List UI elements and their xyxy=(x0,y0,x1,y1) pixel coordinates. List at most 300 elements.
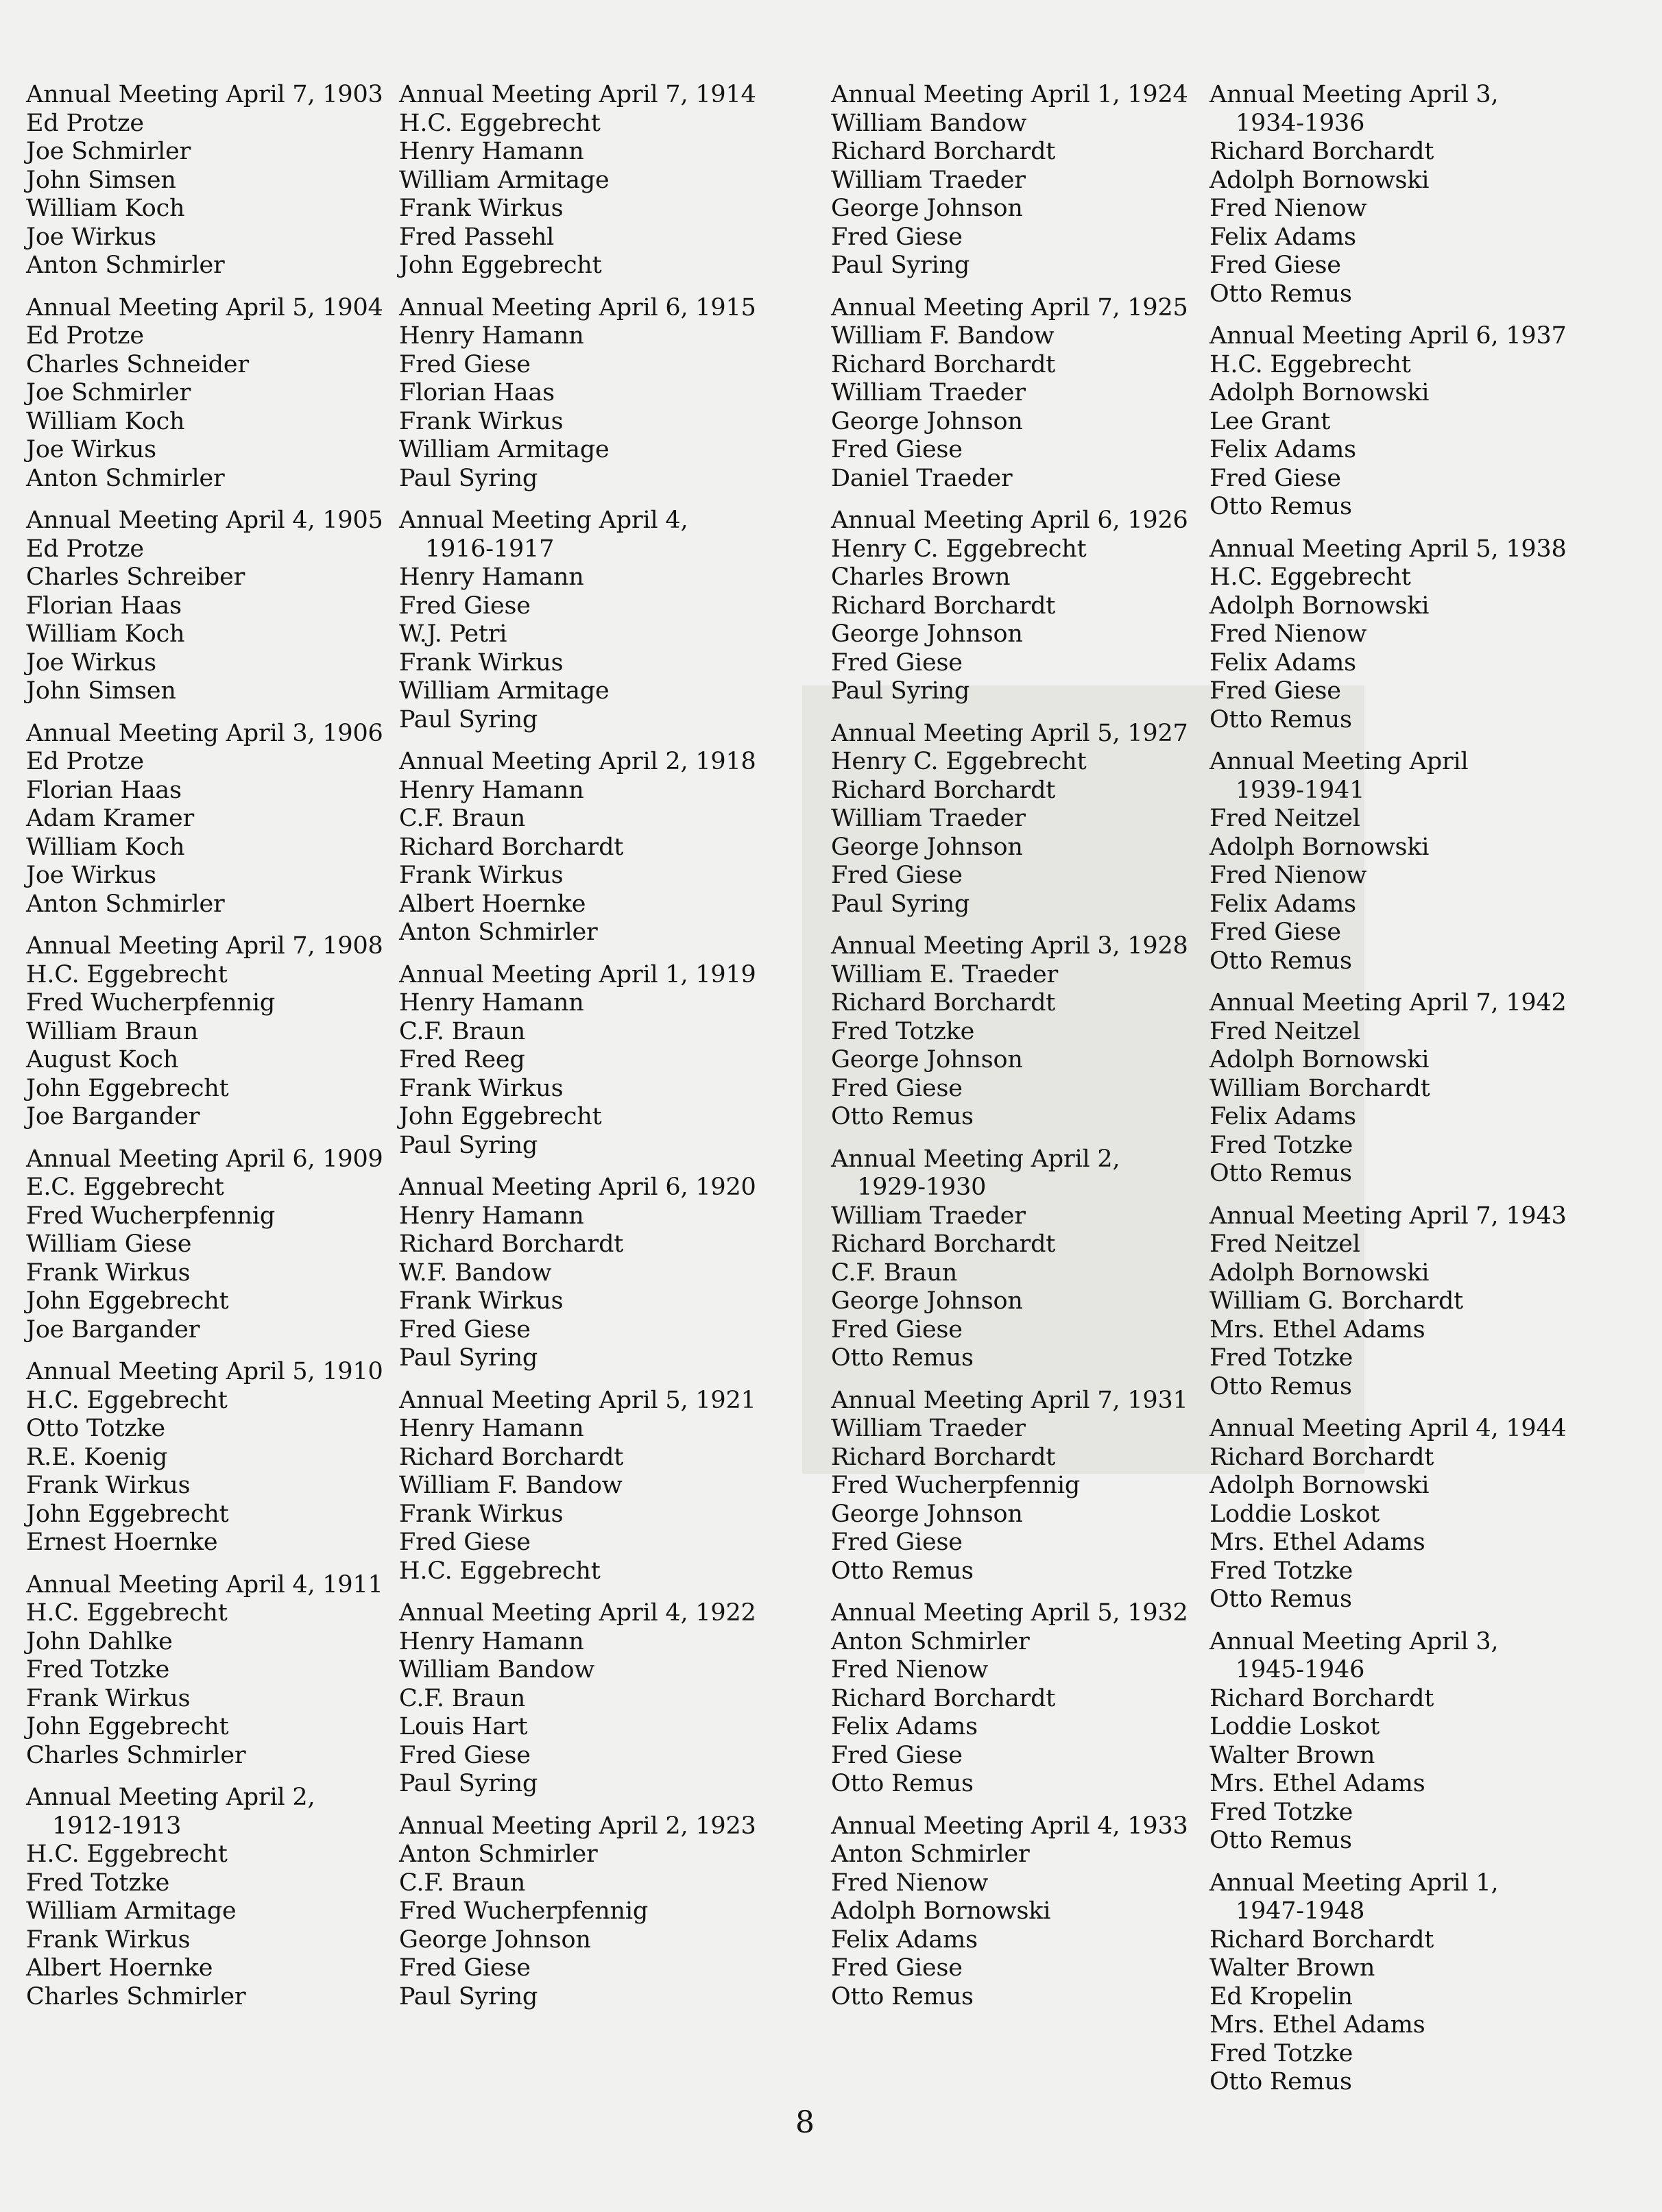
member-name: Fred Totzke xyxy=(831,1017,975,1045)
meeting-block xyxy=(1209,535,1593,735)
member-name: Ed Kropelin xyxy=(1209,1982,1353,2010)
member-name: Anton Schmirler xyxy=(26,252,225,279)
member-name: Henry Hamann xyxy=(399,1627,584,1655)
member-name: Fred Giese xyxy=(831,1954,963,1982)
member-name: Charles Schmirler xyxy=(26,1741,246,1769)
column-3 xyxy=(831,81,1194,2025)
member-name: Richard Borchardt xyxy=(831,138,1056,165)
meeting-block xyxy=(1209,81,1593,308)
meeting-block xyxy=(1209,1628,1593,1856)
meeting-title xyxy=(1209,322,1593,351)
member-name: Fred Nienow xyxy=(831,1656,989,1684)
meeting-title-text: Annual Meeting April 4, 1922 xyxy=(399,1599,756,1627)
member-name: Henry Hamann xyxy=(399,322,584,350)
member-name: William Koch xyxy=(26,833,185,861)
member-name: William F. Bandow xyxy=(399,1472,623,1499)
member-name: Fred Passehl xyxy=(399,223,555,251)
meeting-block xyxy=(399,507,783,734)
meeting-title-text: Annual Meeting April 7, 1903 xyxy=(26,81,383,108)
member-name: Otto Remus xyxy=(831,1103,974,1130)
meeting-title-text: Annual Meeting April 5, 1910 xyxy=(26,1358,383,1385)
meeting-title-text: Annual Meeting April 7, 1942 xyxy=(1209,989,1567,1017)
member-name: Fred Totzke xyxy=(26,1869,170,1897)
member-name: Adolph Bornowski xyxy=(1209,1046,1430,1073)
member-name: Henry Hamann xyxy=(399,138,584,165)
member-name: Fred Nienow xyxy=(1209,862,1367,889)
meeting-title-text: Annual Meeting April 2, 1923 xyxy=(399,1812,756,1840)
member-name: William Traeder xyxy=(831,1202,1026,1230)
meeting-title xyxy=(26,294,396,323)
member-name: Joe Bargander xyxy=(26,1315,200,1344)
member-name: William Armitage xyxy=(26,1897,237,1925)
member-name: William G. Borchardt xyxy=(1209,1287,1464,1315)
member-name: Frank Wirkus xyxy=(26,1925,191,1954)
member-name: Richard Borchardt xyxy=(831,1230,1056,1258)
member-name: Henry Hamann xyxy=(399,1415,584,1442)
member-name: Ed Protze xyxy=(26,322,144,350)
meeting-title-text: Annual Meeting April 4, 1911 xyxy=(26,1570,383,1599)
member-name: Paul Syring xyxy=(399,705,538,733)
column-2 xyxy=(399,81,783,2025)
meeting-block xyxy=(1209,748,1593,975)
member-name: Fred Giese xyxy=(831,862,963,889)
member-name: Frank Wirkus xyxy=(26,1684,191,1712)
member-name: Anton Schmirler xyxy=(831,1627,1030,1655)
member-name: Adolph Bornowski xyxy=(1209,592,1430,620)
meeting-block xyxy=(399,81,783,280)
member-name: Richard Borchardt xyxy=(1209,1443,1434,1471)
member-name: Fred Giese xyxy=(1209,919,1341,946)
meeting-title xyxy=(1209,1628,1593,1685)
meeting-block xyxy=(26,81,396,280)
member-name: Joe Wirkus xyxy=(26,223,156,251)
meeting-block xyxy=(26,1145,396,1345)
member-name: Mrs. Ethel Adams xyxy=(1209,2011,1425,2039)
meeting-title xyxy=(399,748,783,777)
member-name: Anton Schmirler xyxy=(831,1840,1030,1868)
meeting-block xyxy=(399,1387,783,1586)
meeting-title xyxy=(26,1571,396,1600)
member-name: John Eggebrecht xyxy=(26,1500,229,1528)
member-name: Fred Wucherpfennig xyxy=(831,1472,1081,1499)
member-name: Adam Kramer xyxy=(26,805,195,832)
meeting-block xyxy=(1209,989,1593,1189)
member-name: Richard Borchardt xyxy=(1209,1925,1434,1954)
member-name: Fred Totzke xyxy=(1209,2039,1353,2067)
member-name: John Dahlke xyxy=(26,1627,173,1655)
member-name: William Armitage xyxy=(399,436,610,463)
meeting-title xyxy=(26,1358,396,1387)
member-name: Otto Remus xyxy=(1209,280,1352,308)
member-name: Henry Hamann xyxy=(399,776,584,804)
meeting-block xyxy=(831,1599,1194,1799)
member-name: Frank Wirkus xyxy=(399,1074,564,1102)
member-name: Henry Hamann xyxy=(399,563,584,591)
member-name: George Johnson xyxy=(831,1500,1023,1528)
meeting-title xyxy=(26,932,396,961)
member-name: George Johnson xyxy=(831,1287,1023,1315)
meeting-block xyxy=(399,1812,783,2012)
member-name: Richard Borchardt xyxy=(831,592,1056,620)
member-name: Paul Syring xyxy=(831,252,970,279)
meeting-title xyxy=(399,961,783,990)
member-name: William Traeder xyxy=(831,166,1026,194)
member-name: Florian Haas xyxy=(399,379,555,406)
meeting-title xyxy=(831,720,1194,749)
member-name: William F. Bandow xyxy=(831,322,1055,350)
meeting-title xyxy=(26,81,396,110)
member-name: William Koch xyxy=(26,195,185,222)
member-name: Henry C. Eggebrecht xyxy=(831,748,1087,775)
meeting-block xyxy=(831,507,1194,706)
member-name: Charles Schneider xyxy=(26,350,249,378)
member-name: Richard Borchardt xyxy=(399,1443,624,1471)
member-name: R.E. Koenig xyxy=(26,1443,168,1471)
meeting-block xyxy=(1209,1202,1593,1402)
meeting-title xyxy=(1209,535,1593,564)
member-name: Otto Remus xyxy=(1209,705,1352,733)
meeting-block xyxy=(26,1358,396,1557)
member-name: Fred Nienow xyxy=(1209,195,1367,222)
member-name: Albert Hoernke xyxy=(26,1954,213,1982)
meeting-title-text: Annual Meeting April 6, 1926 xyxy=(831,507,1188,534)
meeting-title xyxy=(1209,989,1593,1018)
member-name: Joe Schmirler xyxy=(26,379,191,406)
member-name: William Borchardt xyxy=(1209,1074,1430,1102)
meeting-block xyxy=(831,1387,1194,1586)
member-name: Fred Giese xyxy=(399,1529,531,1556)
member-name: Adolph Bornowski xyxy=(831,1897,1051,1925)
member-name: Fred Giese xyxy=(399,592,531,620)
member-name: Louis Hart xyxy=(399,1713,528,1740)
member-name: Fred Giese xyxy=(831,1074,963,1102)
member-name: Fred Giese xyxy=(831,1741,963,1769)
meeting-title-text: Annual Meeting April 7, 1908 xyxy=(26,932,383,960)
member-name: Ed Protze xyxy=(26,748,144,775)
member-name: Frank Wirkus xyxy=(26,1259,191,1287)
member-name: Daniel Traeder xyxy=(831,464,1013,492)
member-name: Paul Syring xyxy=(831,677,970,705)
member-name: Otto Remus xyxy=(831,1557,974,1585)
member-name: Frank Wirkus xyxy=(26,1472,191,1499)
member-name: Otto Totzke xyxy=(26,1415,165,1442)
meeting-block xyxy=(26,1571,396,1771)
member-name: Henry C. Eggebrecht xyxy=(831,535,1087,563)
member-name: Fred Giese xyxy=(831,648,963,677)
member-name: William Koch xyxy=(26,407,185,435)
meeting-years: 1929-1930 xyxy=(857,1174,987,1201)
meeting-years: 1939-1941 xyxy=(1236,776,1365,804)
member-name: C.F. Braun xyxy=(399,1869,526,1897)
meeting-block xyxy=(26,1784,396,2011)
column-4 xyxy=(1209,81,1593,2111)
member-name: Paul Syring xyxy=(399,1344,538,1372)
member-name: Richard Borchardt xyxy=(399,833,624,861)
meeting-title xyxy=(399,1812,783,1841)
member-name: Frank Wirkus xyxy=(399,195,564,222)
meeting-years: 1947-1948 xyxy=(1236,1897,1365,1925)
meeting-title-text: Annual Meeting April 4, 1933 xyxy=(831,1812,1188,1840)
member-name: Otto Remus xyxy=(1209,1160,1352,1187)
meeting-title xyxy=(831,1812,1194,1841)
meeting-title-text: Annual Meeting April 3, xyxy=(1209,81,1499,108)
meeting-title xyxy=(399,1599,783,1628)
member-name: Anton Schmirler xyxy=(399,1840,598,1868)
member-name: H.C. Eggebrecht xyxy=(26,1386,228,1414)
member-name: Fred Totzke xyxy=(26,1656,170,1684)
meeting-years: 1945-1946 xyxy=(1236,1656,1365,1684)
meeting-years: 1934-1936 xyxy=(1236,109,1365,137)
member-name: Fred Giese xyxy=(831,1315,963,1344)
meeting-title-text: Annual Meeting April 6, 1915 xyxy=(399,293,756,321)
member-name: Fred Totzke xyxy=(1209,1131,1353,1159)
member-name: John Eggebrecht xyxy=(26,1713,229,1740)
meeting-years: 1912-1913 xyxy=(52,1812,182,1840)
member-name: Fred Giese xyxy=(1209,464,1341,492)
member-name: Frank Wirkus xyxy=(399,1500,564,1528)
member-name: Fred Giese xyxy=(1209,677,1341,705)
member-name: Fred Totzke xyxy=(1209,1557,1353,1585)
member-name: Richard Borchardt xyxy=(831,989,1056,1017)
member-name: Mrs. Ethel Adams xyxy=(1209,1529,1425,1556)
meeting-block xyxy=(399,294,783,494)
meeting-title-text: Annual Meeting April xyxy=(1209,748,1469,775)
member-name: H.C. Eggebrecht xyxy=(26,1840,228,1868)
meeting-title-text: Annual Meeting April 5, 1927 xyxy=(831,719,1188,747)
meeting-title xyxy=(831,507,1194,535)
member-name: John Eggebrecht xyxy=(26,1074,229,1102)
member-name: William Armitage xyxy=(399,166,610,194)
member-name: Ernest Hoernke xyxy=(26,1529,218,1556)
meeting-block xyxy=(1209,322,1593,522)
meeting-block xyxy=(26,932,396,1132)
member-name: William Giese xyxy=(26,1230,192,1258)
member-name: Richard Borchardt xyxy=(831,776,1056,804)
member-name: Anton Schmirler xyxy=(26,464,225,492)
meeting-title-text: Annual Meeting April 1, 1924 xyxy=(831,81,1188,108)
member-name: George Johnson xyxy=(831,407,1023,435)
member-name: Felix Adams xyxy=(831,1925,978,1954)
member-name: Joe Wirkus xyxy=(26,436,156,463)
member-name: Fred Giese xyxy=(1209,252,1341,279)
meeting-title xyxy=(399,1387,783,1415)
member-name: Paul Syring xyxy=(399,1982,538,2010)
meeting-title-text: Annual Meeting April 4, 1944 xyxy=(1209,1415,1567,1442)
member-name: John Eggebrecht xyxy=(399,1103,602,1130)
column-1 xyxy=(26,81,396,2025)
member-name: Henry Hamann xyxy=(399,989,584,1017)
member-name: Fred Reeg xyxy=(399,1046,525,1073)
member-name: Adolph Bornowski xyxy=(1209,166,1430,194)
member-name: John Simsen xyxy=(26,677,176,705)
member-name: Fred Giese xyxy=(399,1315,531,1344)
meeting-block xyxy=(831,81,1194,280)
meeting-title xyxy=(399,1174,783,1202)
meeting-block xyxy=(26,507,396,706)
member-name: W.J. Petri xyxy=(399,620,507,648)
member-name: William Traeder xyxy=(831,1415,1026,1442)
meeting-title xyxy=(831,1599,1194,1628)
member-name: H.C. Eggebrecht xyxy=(26,1599,228,1627)
meeting-title xyxy=(1209,1869,1593,1926)
member-name: William Bandow xyxy=(399,1656,595,1684)
member-name: Fred Nienow xyxy=(831,1869,989,1897)
meeting-title-text: Annual Meeting April 5, 1932 xyxy=(831,1599,1188,1627)
member-name: George Johnson xyxy=(399,1925,591,1954)
member-name: Loddie Loskot xyxy=(1209,1500,1380,1528)
member-name: Otto Remus xyxy=(1209,1585,1352,1613)
member-name: Frank Wirkus xyxy=(399,648,564,677)
meeting-title-text: Annual Meeting April 1, 1919 xyxy=(399,960,756,988)
member-name: Anton Schmirler xyxy=(399,919,598,946)
meeting-title xyxy=(399,294,783,323)
member-name: Frank Wirkus xyxy=(399,1287,564,1315)
meeting-block xyxy=(831,294,1194,494)
member-name: Joe Bargander xyxy=(26,1103,200,1130)
member-name: Loddie Loskot xyxy=(1209,1713,1380,1740)
member-name: August Koch xyxy=(26,1046,179,1073)
meeting-title xyxy=(26,1145,396,1174)
meeting-title xyxy=(1209,1202,1593,1231)
meeting-title-text: Annual Meeting April 7, 1931 xyxy=(831,1386,1188,1414)
member-name: Adolph Bornowski xyxy=(1209,833,1430,861)
member-name: H.C. Eggebrecht xyxy=(399,109,601,137)
meeting-title-text: Annual Meeting April 7, 1914 xyxy=(399,81,756,108)
member-name: W.F. Bandow xyxy=(399,1259,552,1287)
member-name: Frank Wirkus xyxy=(399,407,564,435)
meeting-block xyxy=(399,961,783,1160)
member-name: Otto Remus xyxy=(831,1770,974,1797)
meeting-title xyxy=(831,932,1194,961)
member-name: Richard Borchardt xyxy=(831,350,1056,378)
member-name: Charles Brown xyxy=(831,563,1011,591)
member-name: William Traeder xyxy=(831,805,1026,832)
member-name: John Eggebrecht xyxy=(399,252,602,279)
member-name: Mrs. Ethel Adams xyxy=(1209,1770,1425,1797)
meeting-title-text: Annual Meeting April 5, 1921 xyxy=(399,1386,756,1414)
member-name: Mrs. Ethel Adams xyxy=(1209,1315,1425,1344)
member-name: Paul Syring xyxy=(399,1770,538,1797)
meeting-title-text: Annual Meeting April 3, 1928 xyxy=(831,932,1188,960)
member-name: H.C. Eggebrecht xyxy=(399,1557,601,1585)
member-name: John Simsen xyxy=(26,166,176,194)
member-name: George Johnson xyxy=(831,1046,1023,1073)
meeting-title-text: Annual Meeting April 6, 1909 xyxy=(26,1145,383,1173)
member-name: Richard Borchardt xyxy=(831,1443,1056,1471)
meeting-title xyxy=(1209,81,1593,138)
member-name: Fred Giese xyxy=(399,350,531,378)
member-name: Ed Protze xyxy=(26,535,144,563)
member-name: Fred Wucherpfennig xyxy=(26,989,276,1017)
member-name: Felix Adams xyxy=(1209,436,1356,463)
meeting-title xyxy=(399,507,783,563)
member-name: Joe Wirkus xyxy=(26,862,156,889)
meeting-block xyxy=(831,1145,1194,1373)
meeting-title-text: Annual Meeting April 2, xyxy=(26,1784,315,1811)
member-name: E.C. Eggebrecht xyxy=(26,1174,224,1201)
member-name: Frank Wirkus xyxy=(399,862,564,889)
meeting-title xyxy=(831,294,1194,323)
meeting-block xyxy=(831,720,1194,919)
meeting-title xyxy=(26,1784,396,1840)
member-name: Adolph Bornowski xyxy=(1209,379,1430,406)
meeting-years: 1916-1917 xyxy=(425,535,555,563)
member-name: Fred Neitzel xyxy=(1209,1017,1360,1045)
meeting-title-text: Annual Meeting April 2, 1918 xyxy=(399,748,756,775)
meeting-block xyxy=(831,1812,1194,2012)
meeting-title-text: Annual Meeting April 5, 1904 xyxy=(26,293,383,321)
member-name: Charles Schreiber xyxy=(26,563,245,591)
member-name: Walter Brown xyxy=(1209,1954,1375,1982)
member-name: Otto Remus xyxy=(1209,493,1352,520)
member-name: Florian Haas xyxy=(26,592,182,620)
meeting-title xyxy=(831,1387,1194,1415)
member-name: John Eggebrecht xyxy=(26,1287,229,1315)
member-name: Fred Neitzel xyxy=(1209,1230,1360,1258)
meeting-title-text: Annual Meeting April 1, xyxy=(1209,1869,1499,1897)
member-name: Joe Wirkus xyxy=(26,648,156,677)
meeting-block xyxy=(26,720,396,919)
meeting-block xyxy=(1209,1415,1593,1614)
member-name: H.C. Eggebrecht xyxy=(1209,350,1411,378)
member-name: Otto Remus xyxy=(1209,1372,1352,1400)
member-name: Adolph Bornowski xyxy=(1209,1472,1430,1499)
member-name: Richard Borchardt xyxy=(399,1230,624,1258)
member-name: William Bandow xyxy=(831,109,1027,137)
member-name: Adolph Bornowski xyxy=(1209,1259,1430,1287)
member-name: Richard Borchardt xyxy=(831,1684,1056,1712)
member-name: Fred Wucherpfennig xyxy=(399,1897,649,1925)
member-name: C.F. Braun xyxy=(399,1017,526,1045)
meeting-title xyxy=(1209,1415,1593,1444)
member-name: William Traeder xyxy=(831,379,1026,406)
member-name: Fred Totzke xyxy=(1209,1344,1353,1372)
page-number: 8 xyxy=(795,2105,815,2140)
member-name: Otto Remus xyxy=(831,1982,974,2010)
member-name: H.C. Eggebrecht xyxy=(1209,563,1411,591)
meeting-title xyxy=(1209,748,1593,805)
meeting-title-text: Annual Meeting April 7, 1925 xyxy=(831,293,1188,321)
member-name: Otto Remus xyxy=(831,1344,974,1372)
meeting-block xyxy=(831,932,1194,1132)
member-name: Fred Totzke xyxy=(1209,1798,1353,1826)
member-name: Henry Hamann xyxy=(399,1202,584,1230)
meeting-block xyxy=(399,1174,783,1373)
member-name: Felix Adams xyxy=(831,1713,978,1740)
member-name: Felix Adams xyxy=(1209,223,1356,251)
member-name: Walter Brown xyxy=(1209,1741,1375,1769)
meeting-title-text: Annual Meeting April 4, xyxy=(399,507,688,534)
member-name: Florian Haas xyxy=(26,776,182,804)
meeting-title-text: Annual Meeting April 2, xyxy=(831,1145,1120,1173)
member-name: William Armitage xyxy=(399,677,610,705)
meeting-block xyxy=(1209,1869,1593,2097)
meeting-block xyxy=(26,294,396,494)
member-name: Fred Neitzel xyxy=(1209,805,1360,832)
member-name: William Braun xyxy=(26,1017,199,1045)
member-name: Otto Remus xyxy=(1209,2068,1352,2095)
member-name: Richard Borchardt xyxy=(1209,138,1434,165)
member-name: Otto Remus xyxy=(1209,1827,1352,1854)
member-name: Felix Adams xyxy=(1209,1103,1356,1130)
meeting-title xyxy=(831,1145,1194,1202)
member-name: William Koch xyxy=(26,620,185,648)
member-name: Joe Schmirler xyxy=(26,138,191,165)
member-name: Lee Grant xyxy=(1209,407,1331,435)
member-name: George Johnson xyxy=(831,195,1023,222)
meeting-title xyxy=(26,507,396,535)
meeting-title-text: Annual Meeting April 4, 1905 xyxy=(26,507,383,534)
